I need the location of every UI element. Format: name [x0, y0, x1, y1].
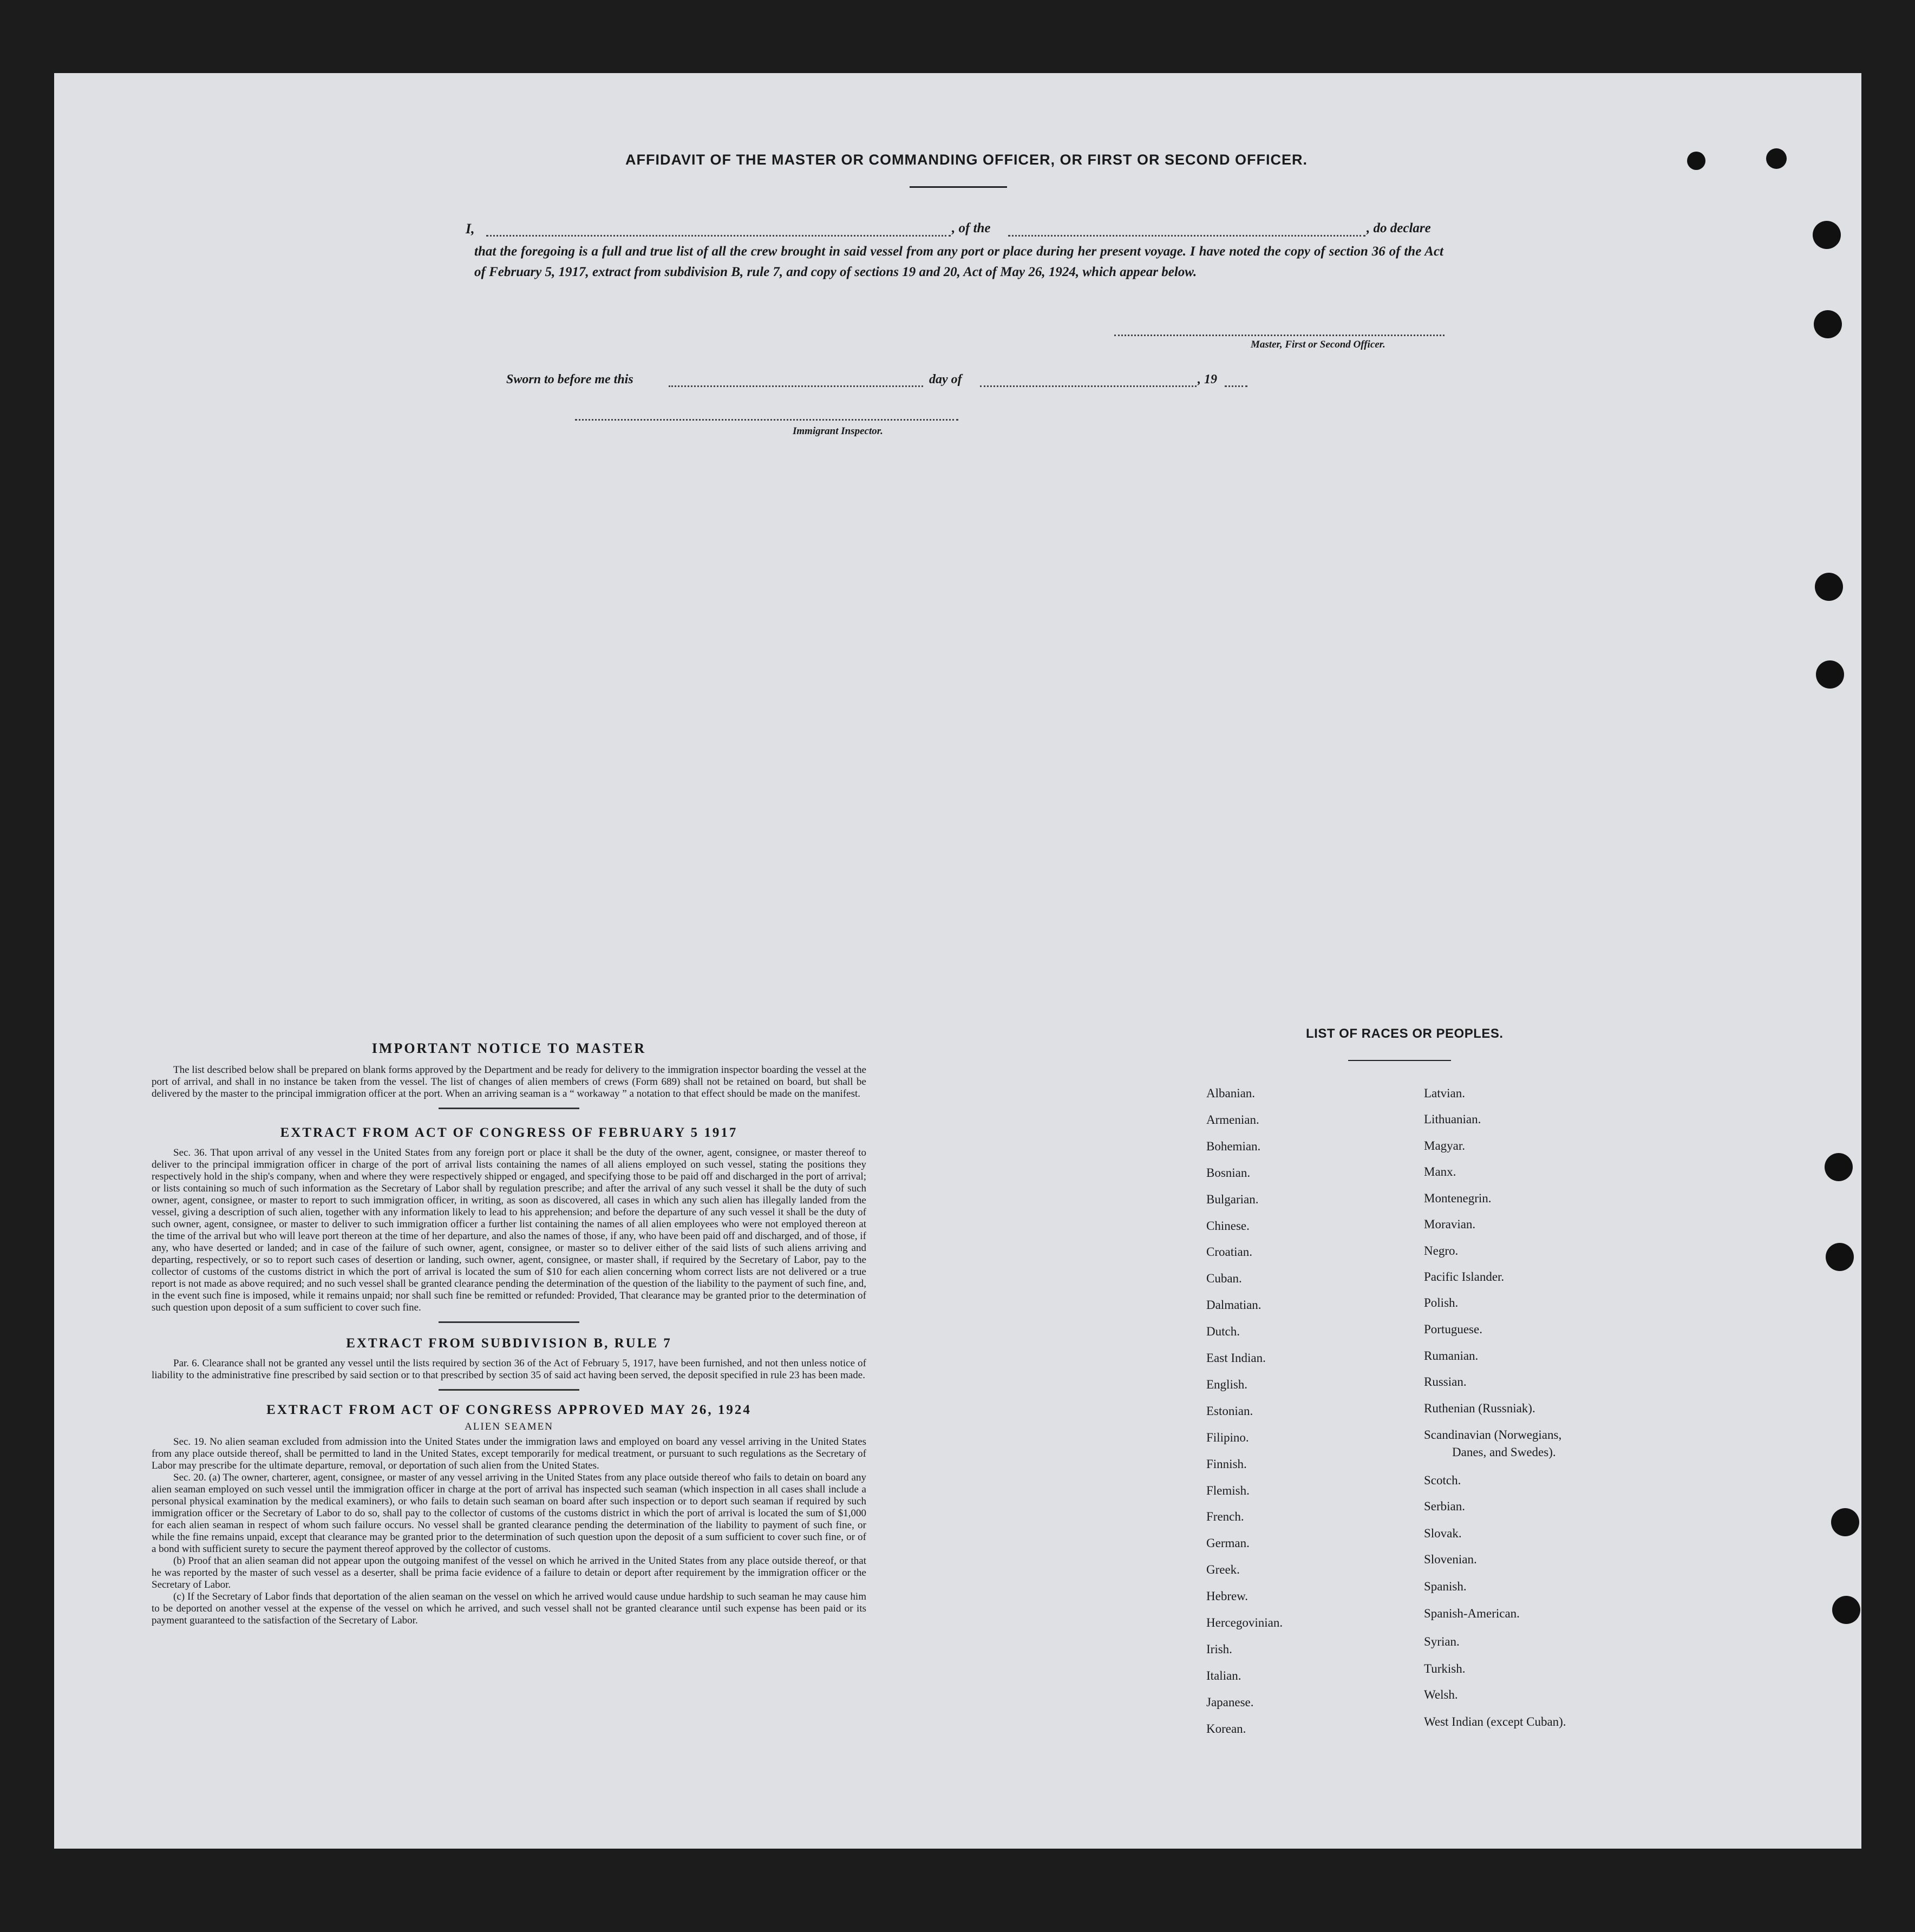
sworn-month-field[interactable]: [980, 375, 1197, 387]
race-item: Bohemian.: [1206, 1139, 1261, 1153]
notice-title: IMPORTANT NOTICE TO MASTER: [371, 1040, 646, 1056]
race-item: Hebrew.: [1206, 1589, 1249, 1603]
race-item: Negro.: [1424, 1244, 1459, 1258]
sec-20b-text: (b) Proof that an alien seaman did not appear upon the outgoing manifest of the vessel on which he arrived in the United States from any place outside thereof, or that he was reported by the master of such vessel as a deserter, shall be prima facie evidence of a failure to detain or deport after requirement by the immigration officer or the Secretary of Labor.: [152, 1555, 866, 1590]
punch-hole: [1831, 1508, 1859, 1536]
sworn-day-field[interactable]: [669, 375, 923, 387]
officer-caption: Master, First or Second Officer.: [1251, 339, 1385, 350]
race-item: Finnish.: [1206, 1457, 1247, 1471]
sworn-day-label: day of: [929, 372, 962, 387]
races-title: LIST OF RACES OR PEOPLES.: [1306, 1026, 1504, 1041]
punch-hole: [1826, 1243, 1854, 1271]
sec-20c-text: (c) If the Secretary of Labor finds that deportation of the alien seaman on the vessel on which he arrived would cause undue hardship to such seaman he may cause him to be deported on another vessel at the expense of the vessel on which he arrived, and such vessel shall not be granted clearance until such expense has been paid or its payment guaranteed to the satisfaction of the Secretary of Labor.: [152, 1591, 866, 1626]
affidavit-body: that the foregoing is a full and true list of all the crew brought in said vessel from any port or place during her present voyage. I have noted the copy of section 36 of the Act of February 5, 1917, extract from subdivision B, rule 7, and copy of sections 19 and 20, Act of May 26, 1924, which appear below.: [474, 244, 1443, 279]
race-item: Moravian.: [1424, 1217, 1476, 1231]
race-item: East Indian.: [1206, 1351, 1266, 1365]
race-item: Latvian.: [1424, 1086, 1465, 1100]
race-item: Irish.: [1206, 1642, 1232, 1656]
race-item: Bulgarian.: [1206, 1192, 1259, 1206]
race-item: Portuguese.: [1424, 1322, 1482, 1336]
name-field[interactable]: [486, 224, 951, 237]
officer-signature-line[interactable]: [1114, 325, 1445, 336]
race-item: Rumanian.: [1424, 1349, 1479, 1363]
race-item: Korean.: [1206, 1721, 1246, 1735]
extract-rule7-title: EXTRACT FROM SUBDIVISION B, RULE 7: [346, 1336, 672, 1351]
notice-text: The list described below shall be prepared on blank forms approved by the Department and be ready for delivery to the immigration inspector boarding the vessel at the port of arrival, and shall in no instance be taken from the vessel. The list of changes of alien members of crews (Form 689) shall not be retained on board, but shall be delivered by the master to the principal immigration officer at the port. When an arriving seaman is a “ workaway ” a notation to that effect should be made on the manifest.: [152, 1064, 866, 1099]
race-item: Spanish-American.: [1424, 1607, 1520, 1620]
punch-hole: [1832, 1596, 1860, 1624]
race-item: French.: [1206, 1510, 1244, 1524]
extract-1917-title: EXTRACT FROM ACT OF CONGRESS OF FEBRUARY 5 1917: [280, 1125, 738, 1140]
races-underline: [1348, 1060, 1451, 1061]
section-divider: [439, 1108, 579, 1109]
race-item: Filipino.: [1206, 1430, 1249, 1444]
race-item: Polish.: [1424, 1296, 1459, 1309]
sworn-year-label: , 19: [1198, 372, 1217, 387]
race-item: Armenian.: [1206, 1112, 1259, 1127]
race-item: English.: [1206, 1377, 1248, 1391]
race-item: Chinese.: [1206, 1219, 1250, 1233]
affidavit-line1-mid: , of the: [952, 221, 991, 235]
punch-hole: [1825, 1153, 1853, 1181]
affidavit-title: AFFIDAVIT OF THE MASTER OR COMMANDING OFFICER, OR FIRST OR SECOND OFFICER.: [625, 152, 1308, 168]
sworn-year-field[interactable]: [1225, 375, 1247, 387]
race-item: Scotch.: [1424, 1473, 1461, 1487]
race-item: Bosnian.: [1206, 1165, 1251, 1180]
race-item: Danes, and Swedes).: [1452, 1445, 1556, 1459]
race-item: Spanish.: [1424, 1580, 1467, 1593]
affidavit-line1-end: , do declare: [1367, 221, 1431, 235]
race-item: Slovak.: [1424, 1527, 1462, 1540]
race-item: Magyar.: [1424, 1139, 1466, 1152]
sec-20a-text: Sec. 20. (a) The owner, charterer, agent, consignee, or master of any vessel arriving in the United States from any place outside thereof who fails to detain on board any alien seaman employed on such vessel until the immigration officer in charge at the port of arrival has inspected such seaman (which inspection in all cases shall include a personal physical examination by the medical examiners), or who fails to detain such seaman on board after such inspection or to deport such seaman if required by such immigration officer or the Secretary of Labor to do so, shall pay to the collector of customs of the customs district in which the port of arrival is located the sum of $1,000 for each alien seaman in respect of whom such failure occurs. No vessel shall be granted clearance pending the determination of the liability to payment of such fine, or while the fine remains unpaid, except that clearance may be granted prior to the determination of such question upon the deposit of a sum sufficient to cover such fine, or of a bond with sufficient surety to secure the payment thereof approved by the collector of customs.: [152, 1472, 866, 1555]
vessel-field[interactable]: [1008, 224, 1365, 237]
sec-19-text: Sec. 19. No alien seaman excluded from admission into the United States under the immigration laws and employed on board any vessel arriving in the United States from any place outside thereof, shall be permitted to land in the United States, except temporarily for medical treatment, or pursuant to such regulations as the Secretary of Labor may prescribe for the ultimate departure, removal, or deportation of such alien from the United States.: [152, 1436, 866, 1471]
race-item: German.: [1206, 1536, 1250, 1550]
punch-hole: [1687, 152, 1705, 170]
race-item: Welsh.: [1424, 1688, 1458, 1701]
race-item: Dutch.: [1206, 1325, 1240, 1339]
race-item: Croatian.: [1206, 1245, 1252, 1259]
race-item: Japanese.: [1206, 1695, 1254, 1709]
affidavit-line1-start: I,: [466, 221, 475, 237]
legal-notices: [152, 1040, 866, 1627]
race-item: Russian.: [1424, 1375, 1467, 1389]
race-item: Dalmatian.: [1206, 1298, 1262, 1312]
punch-hole: [1815, 573, 1843, 601]
race-item: Greek.: [1206, 1563, 1240, 1577]
race-item: Estonian.: [1206, 1404, 1253, 1418]
race-item: Pacific Islander.: [1424, 1270, 1505, 1283]
sworn-prefix: Sworn to before me this: [506, 372, 633, 387]
punch-hole: [1816, 660, 1844, 689]
race-item: Lithuanian.: [1424, 1112, 1481, 1126]
race-item: Manx.: [1424, 1165, 1456, 1178]
race-item: Turkish.: [1424, 1662, 1466, 1675]
extract-1924-subtitle: ALIEN SEAMEN: [465, 1421, 553, 1432]
race-item: Montenegrin.: [1424, 1191, 1492, 1205]
section-divider: [439, 1389, 579, 1391]
extract-1917-text: Sec. 36. That upon arrival of any vessel in the United States from any foreign port or place it shall be the duty of the owner, agent, consignee, or master thereof to deliver to the principal immigration officer in charge of the port of arrival lists containing the names of all aliens employed on such vessel, stating the positions they respectively hold in the ship's company, when and where they were respectively shipped or engaged, and specifying those to be paid off and discharged in the port of arrival; or lists containing so much of such information as the Secretary of Labor shall by regulation prescribe; and after the arrival of any such vessel it shall be the duty of such owner, agent, consignee, or master to report to such immigration officer, in writing, as soon as discovered, all cases in which any such alien has illegally landed from the vessel, giving a description of such alien, together with any information likely to lead to his apprehension; and before the departure of any such vessel it shall be the duty of such owner, agent, consignee, or master to deliver to such immigration officer a further list containing the names of all alien employees who were not employed thereon at the time of the arrival but who will leave port thereon at the time of her departure, and also the names of those, if any, who have been paid off and discharged, and of those, if any, who have deserted or landed; and in case of the failure of such owner, agent, consignee, or master so to deliver either of the said lists of such aliens arriving and departing, respectively, or so to report such cases of desertion or landing, such owner, agent, consignee, or master shall, if required by the Secretary of Labor, pay to the collector of customs of the customs district in which the port of arrival is located the sum of $10 for each alien concerning whom correct lists are not delivered or a true report is not made as above required; and no such vessel shall be granted clearance pending the determination of the question of the liability to the payment of such fine, and, in the event such fine is imposed, while it remains unpaid; nor shall such fine be remitted or refunded: Provided, That clearance may be granted prior to the determination of such question upon deposit of a sum sufficient to cover such fine.: [152, 1147, 866, 1313]
race-item: Albanian.: [1206, 1086, 1256, 1100]
race-item: West Indian (except Cuban).: [1424, 1715, 1566, 1728]
section-divider: [439, 1321, 579, 1323]
race-item: Hercegovinian.: [1206, 1616, 1283, 1629]
race-item: Cuban.: [1206, 1272, 1242, 1286]
extract-rule7-text: Par. 6. Clearance shall not be granted any vessel until the lists required by section 36 of the Act of February 5, 1917, have been furnished, and not then unless notice of liability to the administrative fine prescribed by said section or to that prescribed by section 35 of said act having been served, the deposit specified in rule 23 has been made.: [152, 1358, 866, 1381]
punch-hole: [1766, 148, 1787, 169]
punch-hole: [1813, 221, 1841, 249]
inspector-signature-line[interactable]: [575, 409, 958, 421]
race-item: Slovenian.: [1424, 1553, 1477, 1566]
inspector-caption: Immigrant Inspector.: [793, 425, 883, 437]
race-item: Flemish.: [1206, 1483, 1250, 1497]
race-item: Ruthenian (Russniak).: [1424, 1401, 1535, 1415]
extract-1924-title: EXTRACT FROM ACT OF CONGRESS APPROVED MAY 26, 1924: [266, 1403, 751, 1417]
punch-hole: [1814, 310, 1842, 338]
race-item: Serbian.: [1424, 1499, 1466, 1513]
title-underline: [910, 186, 1007, 188]
race-item: Syrian.: [1424, 1635, 1460, 1648]
race-item: Scandinavian (Norwegians,: [1424, 1428, 1562, 1442]
race-item: Italian.: [1206, 1668, 1241, 1682]
